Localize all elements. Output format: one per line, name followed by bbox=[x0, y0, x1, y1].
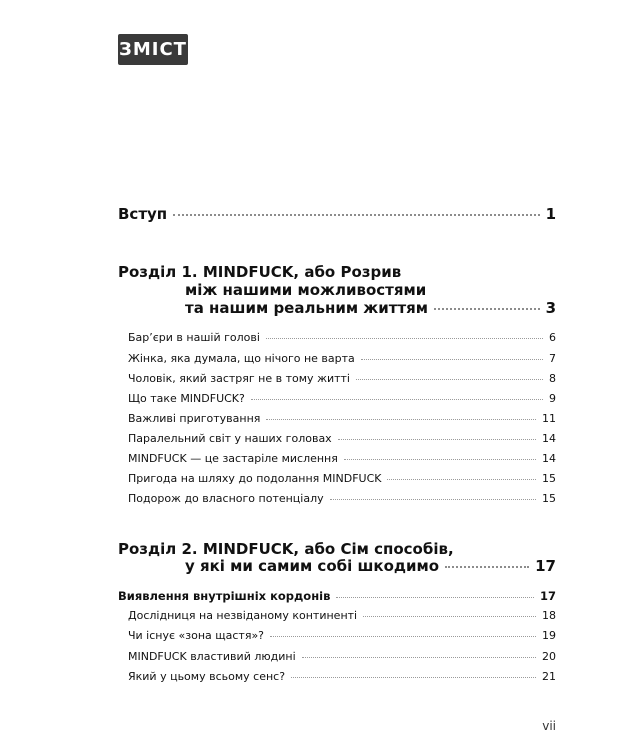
toc-subentry-page: 8 bbox=[549, 372, 556, 385]
dot-leader bbox=[344, 459, 536, 460]
chapter-2-title-line1[interactable]: Розділ 2. MINDFUCK, або Сім способів, bbox=[118, 540, 454, 558]
dot-leader bbox=[266, 338, 543, 339]
dot-leader bbox=[361, 359, 543, 360]
toc-subentry-page: 14 bbox=[542, 432, 556, 445]
toc-subentry-page: 18 bbox=[542, 609, 556, 622]
toc-subentry[interactable] bbox=[118, 492, 556, 505]
toc-entry-title: Вступ bbox=[118, 205, 168, 223]
dot-leader bbox=[251, 399, 543, 400]
toc-subentry[interactable] bbox=[118, 670, 556, 683]
toc-subentry[interactable] bbox=[118, 372, 556, 385]
toc-entry-page: 3 bbox=[545, 299, 556, 317]
page-number: vii bbox=[542, 719, 556, 733]
toc-subentry-title: Який у цьому всьому сенс? bbox=[128, 670, 286, 683]
toc-subentry-title: Пригода на шляху до подолання MINDFUCK bbox=[128, 472, 382, 485]
dot-leader bbox=[266, 419, 536, 420]
toc-section-title: Виявлення внутрішніх кордонів bbox=[118, 589, 331, 603]
chapter-2-title-line2: у які ми самим собі шкодимо bbox=[185, 557, 440, 575]
dot-leader bbox=[302, 657, 536, 658]
toc-entry-chapter-2[interactable] bbox=[185, 557, 556, 575]
toc-subentry-page: 7 bbox=[549, 352, 556, 365]
toc-subentry[interactable] bbox=[118, 609, 556, 622]
toc-subentry[interactable] bbox=[118, 650, 556, 663]
toc-entry-chapter-1[interactable] bbox=[185, 299, 556, 317]
chapter-1-title-line3: та нашим реальним життям bbox=[185, 299, 429, 317]
toc-subentry[interactable] bbox=[118, 452, 556, 465]
toc-subentry-title: MINDFUCK — це застаріле мислення bbox=[128, 452, 338, 465]
dot-leader bbox=[330, 499, 536, 500]
dot-leader bbox=[356, 379, 543, 380]
toc-subentry[interactable] bbox=[118, 392, 556, 405]
toc-subentry-title: Жінка, яка думала, що нічого не варта bbox=[128, 352, 355, 365]
toc-subentry-page: 14 bbox=[542, 452, 556, 465]
toc-entry-intro[interactable] bbox=[118, 205, 556, 223]
dot-leader bbox=[434, 308, 540, 310]
toc-subentry-page: 9 bbox=[549, 392, 556, 405]
toc-section[interactable] bbox=[118, 589, 556, 603]
toc-section-page: 17 bbox=[539, 589, 556, 603]
dot-leader bbox=[445, 566, 529, 568]
toc-entry-page: 1 bbox=[545, 205, 556, 223]
page-title: ЗМІСТ bbox=[118, 34, 188, 65]
toc-subentry[interactable] bbox=[118, 629, 556, 642]
toc-subentry[interactable] bbox=[118, 331, 556, 344]
toc-entry-page: 17 bbox=[535, 557, 556, 575]
toc-subentry-title: Подорож до власного потенціалу bbox=[128, 492, 324, 505]
toc-subentry-title: Бар’єри в нашій голові bbox=[128, 331, 260, 344]
toc-subentry-title: Чи існує «зона щастя»? bbox=[128, 629, 265, 642]
chapter-1-title-line1[interactable]: Розділ 1. MINDFUCK, або Розрив bbox=[118, 263, 402, 281]
toc-subentry-title: Дослідниця на незвіданому континенті bbox=[128, 609, 358, 622]
toc-subentry-page: 20 bbox=[542, 650, 556, 663]
toc-subentry-page: 19 bbox=[542, 629, 556, 642]
toc-subentry[interactable] bbox=[118, 432, 556, 445]
toc-subentry[interactable] bbox=[118, 352, 556, 365]
toc-subentry-title: Паралельний світ у наших головах bbox=[128, 432, 332, 445]
toc-subentry-title: Чоловік, який застряг не в тому житті bbox=[128, 372, 350, 385]
toc-subentry-page: 15 bbox=[542, 492, 556, 505]
dot-leader bbox=[173, 214, 539, 216]
dot-leader bbox=[338, 439, 536, 440]
dot-leader bbox=[270, 636, 536, 637]
dot-leader bbox=[336, 597, 534, 598]
dot-leader bbox=[363, 616, 536, 617]
toc-subentry[interactable] bbox=[118, 412, 556, 425]
toc-subentry-page: 11 bbox=[542, 412, 556, 425]
toc-subentry-title: MINDFUCK властивий людині bbox=[128, 650, 296, 663]
toc-subentry-page: 6 bbox=[549, 331, 556, 344]
toc-subentry[interactable] bbox=[118, 472, 556, 485]
dot-leader bbox=[387, 479, 536, 480]
toc-subentry-title: Що таке MINDFUCK? bbox=[128, 392, 245, 405]
toc-subentry-title: Важливі приготування bbox=[128, 412, 261, 425]
chapter-1-title-line2[interactable]: між нашими можливостями bbox=[185, 281, 427, 299]
toc-subentry-page: 15 bbox=[542, 472, 556, 485]
toc-subentry-page: 21 bbox=[542, 670, 556, 683]
dot-leader bbox=[291, 677, 536, 678]
